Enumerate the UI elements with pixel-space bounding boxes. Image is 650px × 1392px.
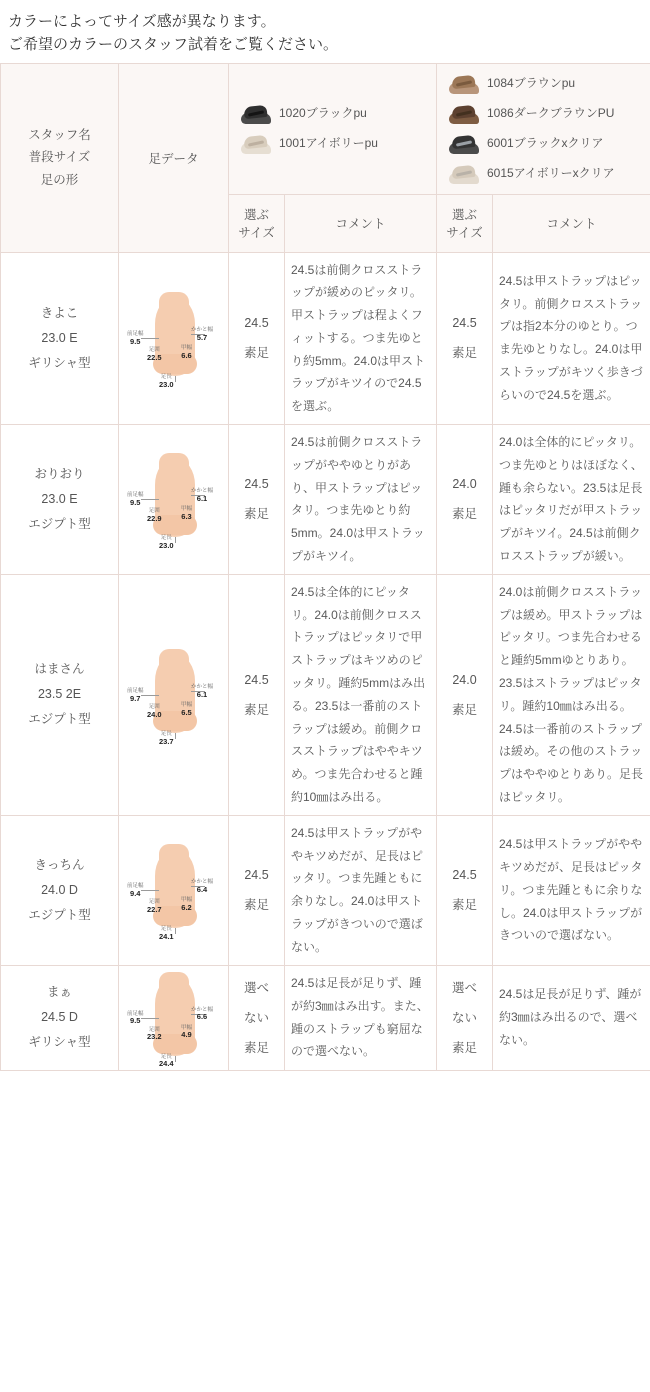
foot-diagram <box>125 453 229 551</box>
staff-foot-shape: ギリシャ型 <box>28 355 91 370</box>
product-label: 6015アイボリーxクリア <box>487 165 615 180</box>
staff-name: はまさん <box>34 662 85 677</box>
staff-usual-size: 23.5 2E <box>37 687 82 702</box>
foot-measure-instep-width: 甲幅 6.3 <box>181 506 193 522</box>
intro-line-2: ご希望のカラーのスタッフ試着をご覧ください。 <box>8 36 339 54</box>
foot-data-cell <box>119 425 229 575</box>
table-row <box>1 965 650 1070</box>
staff-info-cell <box>1 965 119 1070</box>
product-label: 6001ブラックxクリア <box>487 135 604 150</box>
subheader-size-group-1 <box>229 194 285 252</box>
chosen-size-group-1 <box>229 425 285 575</box>
comment-group-1: 24.5は前側クロスストラップが緩めのピッタリ。甲ストラップは程よくフィットする。つま先ゆとり約5mm。24.0は甲ストラップがキツイので24.5を選ぶ。 <box>285 252 437 425</box>
foot-diagram <box>125 844 229 941</box>
foot-data-cell <box>119 965 229 1070</box>
foot-diagram <box>125 972 229 1069</box>
foot-measure-girth: 足囲 23.2 <box>147 1026 162 1042</box>
product-label: 1084ブラウンpu <box>487 75 576 90</box>
subheader-size-group-2 <box>437 194 493 252</box>
chosen-size-value: 24.5 <box>244 477 269 492</box>
table-row <box>1 425 650 575</box>
product-item <box>447 162 615 186</box>
shoe-thumbnail-icon <box>447 162 481 186</box>
staff-foot-shape: エジプト型 <box>28 712 91 727</box>
chosen-size-value: 24.5 <box>244 672 269 687</box>
header-group-1 <box>229 63 437 194</box>
chosen-size-note: 素足 <box>243 898 269 913</box>
staff-foot-shape: ギリシャ型 <box>28 1035 91 1050</box>
chosen-size-group-2 <box>437 815 493 965</box>
foot-measure-heel-width: かかと幅 6.6 <box>191 1006 214 1022</box>
product-label: 1001アイボリーpu <box>279 135 378 150</box>
comment-group-1: 24.5は前側クロスストラップがややゆとりがあり、甲ストラップはピッタリ。つま先ゆとり約5mm。24.0は甲ストラップがキツイ。 <box>285 425 437 575</box>
chosen-size-value: 24.5 <box>244 316 269 331</box>
product-list-group-1 <box>235 100 430 158</box>
staff-info-cell <box>1 815 119 965</box>
chosen-size-group-1 <box>229 574 285 815</box>
staff-name: きっちん <box>34 857 85 872</box>
chosen-size-group-1 <box>229 815 285 965</box>
product-label: 1086ダークブラウンPU <box>487 105 615 120</box>
foot-diagram <box>125 292 229 390</box>
foot-measure-front-width: 前足幅 9.5 <box>127 331 144 347</box>
foot-measure-girth: 足囲 22.7 <box>147 899 162 914</box>
staff-usual-size: 23.0 E <box>41 491 78 506</box>
subheader-size-line1: 選ぶ <box>451 208 477 222</box>
comment-group-2: 24.5は足長が足りず、踵が約3㎜はみ出るので、選べない。 <box>493 965 650 1070</box>
product-item <box>447 132 603 156</box>
product-item <box>239 132 378 156</box>
header-staff-column <box>1 63 119 252</box>
chosen-size-group-1 <box>229 252 285 425</box>
chosen-size-note: 素足 <box>243 1040 269 1055</box>
comment-group-2: 24.5は甲ストラップはピッタリ。前側クロスストラップは指2本分のゆとり。つま先ゆとりなし。24.0は甲ストラップがキツく歩きづらいので24.5を選ぶ。 <box>493 252 650 425</box>
foot-measure-girth: 足囲 22.9 <box>147 508 162 524</box>
chosen-size-note: 素足 <box>451 1040 477 1055</box>
table-row <box>1 574 650 815</box>
shoe-thumbnail-icon <box>447 72 481 96</box>
chosen-size-group-2 <box>437 965 493 1070</box>
product-item <box>447 102 614 126</box>
comment-group-1: 24.5は足長が足りず、踵が約3㎜はみ出す。また、踵のストラップも窮屈なので選べない。 <box>285 965 437 1070</box>
staff-usual-size: 23.0 E <box>41 330 78 345</box>
foot-measure-length: 足長 23.0 <box>159 535 174 551</box>
foot-measure-front-width: 前足幅 9.5 <box>127 1010 144 1026</box>
table-header-row <box>1 63 650 194</box>
comment-group-1: 24.5は甲ストラップがややキツめだが、足長はピッタリ。つま先踵ともに余りなし。24.0は甲ストラップがきついので選ばない。 <box>285 815 437 965</box>
shoe-thumbnail-icon <box>447 102 481 126</box>
chosen-size-value: 選べ <box>243 980 269 995</box>
product-label: 1020ブラックpu <box>279 105 367 120</box>
foot-measure-instep-width: 甲幅 6.6 <box>181 345 193 361</box>
foot-measure-heel-width: かかと幅 6.4 <box>191 879 214 894</box>
foot-measure-length: 足長 23.7 <box>159 730 174 746</box>
foot-measure-length: 足長 23.0 <box>159 374 174 390</box>
chosen-size-value: 24.5 <box>452 316 477 331</box>
chosen-size-value: 24.5 <box>244 868 269 883</box>
chosen-size-value-2: ない <box>451 1010 477 1025</box>
foot-diagram <box>125 649 229 746</box>
staff-usual-size: 24.0 D <box>41 882 78 897</box>
staff-info-cell <box>1 425 119 575</box>
foot-data-cell <box>119 574 229 815</box>
chosen-size-note: 素足 <box>451 507 477 522</box>
product-item <box>239 102 367 126</box>
foot-measure-instep-width: 甲幅 6.2 <box>181 897 193 912</box>
staff-name: おりおり <box>34 466 85 481</box>
chosen-size-value-2: ない <box>243 1010 269 1025</box>
header-staff-name: スタッフ名 <box>28 127 91 142</box>
chosen-size-group-2 <box>437 425 493 575</box>
staff-usual-size: 24.5 D <box>41 1010 78 1025</box>
foot-measure-instep-width: 甲幅 4.9 <box>181 1024 193 1040</box>
foot-measure-heel-width: かかと幅 6.1 <box>191 683 214 699</box>
foot-measure-length: 足長 24.4 <box>159 1053 174 1069</box>
shoe-thumbnail-icon <box>239 102 273 126</box>
staff-info-cell <box>1 574 119 815</box>
staff-name: まぁ <box>46 985 72 1000</box>
foot-measure-heel-width: かかと幅 6.1 <box>191 488 214 504</box>
chosen-size-note: 素足 <box>451 702 477 717</box>
chosen-size-group-2 <box>437 574 493 815</box>
staff-name: きよこ <box>40 305 79 320</box>
intro-line-1: カラーによってサイズ感が異なります。 <box>8 13 276 30</box>
foot-measure-length: 足長 24.1 <box>159 926 174 941</box>
foot-measure-front-width: 前足幅 9.4 <box>127 883 144 898</box>
chosen-size-note: 素足 <box>243 702 269 717</box>
table-row <box>1 815 650 965</box>
comment-group-2: 24.0は全体的にピッタリ。つま先ゆとりはほぼなく、踵も余らない。23.5は足長はピッタリだが甲ストラップがキツイ。24.5は前側クロスストラップが緩い。 <box>493 425 650 575</box>
staff-foot-shape: エジプト型 <box>28 516 91 531</box>
chosen-size-group-1 <box>229 965 285 1070</box>
staff-fitting-table <box>0 63 650 1071</box>
foot-measure-girth: 足囲 22.5 <box>147 347 162 363</box>
chosen-size-note: 素足 <box>451 346 477 361</box>
product-item <box>447 72 575 96</box>
subheader-comment-group-2: コメント <box>493 194 650 252</box>
header-group-2 <box>437 63 650 194</box>
chosen-size-value: 選べ <box>451 980 477 995</box>
subheader-size-line2: サイズ <box>446 226 483 240</box>
product-list-group-2 <box>443 70 644 188</box>
chosen-size-note: 素足 <box>243 346 269 361</box>
comment-group-2: 24.0は前側クロスストラップは緩め。甲ストラップはピッタリ。つま先合わせると踵約5mmゆとりあり。23.5はストラップはピッタリ。踵約10㎜はみ出る。24.5は一番前のストラップは緩め。その他のストラップはややゆとりあり。足長はピッタリ。 <box>493 574 650 815</box>
header-foot-data: 足データ <box>119 63 229 252</box>
foot-measure-heel-width: かかと幅 5.7 <box>191 327 214 343</box>
foot-data-cell <box>119 252 229 425</box>
foot-measure-instep-width: 甲幅 6.5 <box>181 701 193 717</box>
chosen-size-group-2 <box>437 252 493 425</box>
intro-text <box>0 0 650 63</box>
staff-foot-shape: エジプト型 <box>28 907 91 922</box>
chosen-size-note: 素足 <box>243 507 269 522</box>
shoe-thumbnail-icon <box>239 132 273 156</box>
staff-info-cell <box>1 252 119 425</box>
comment-group-1: 24.5は全体的にピッタリ。24.0は前側クロスストラップはピッタリで甲ストラップはキツめのピッタリ。踵約5mmはみ出る。23.5は一番前のストラップは緩め。前側クロスストラップはややキツめ。つま先合わせると踵約10㎜はみ出る。 <box>285 574 437 815</box>
chosen-size-value: 24.5 <box>452 868 477 883</box>
header-staff-usual-size: 普段サイズ <box>28 150 91 165</box>
header-staff-foot-shape: 足の形 <box>40 172 79 187</box>
foot-data-cell <box>119 815 229 965</box>
subheader-comment-group-1: コメント <box>285 194 437 252</box>
subheader-size-line2: サイズ <box>238 226 275 240</box>
foot-measure-girth: 足囲 24.0 <box>147 703 162 719</box>
foot-measure-front-width: 前足幅 9.7 <box>127 687 144 703</box>
comment-group-2: 24.5は甲ストラップがややキツめだが、足長はピッタリ。つま先踵ともに余りなし。24.0は甲ストラップがきついので選ばない。 <box>493 815 650 965</box>
chosen-size-value: 24.0 <box>452 477 477 492</box>
chosen-size-note: 素足 <box>451 898 477 913</box>
foot-measure-front-width: 前足幅 9.5 <box>127 492 144 508</box>
subheader-size-line1: 選ぶ <box>243 208 269 222</box>
shoe-thumbnail-icon <box>447 132 481 156</box>
table-row <box>1 252 650 425</box>
chosen-size-value: 24.0 <box>452 672 477 687</box>
